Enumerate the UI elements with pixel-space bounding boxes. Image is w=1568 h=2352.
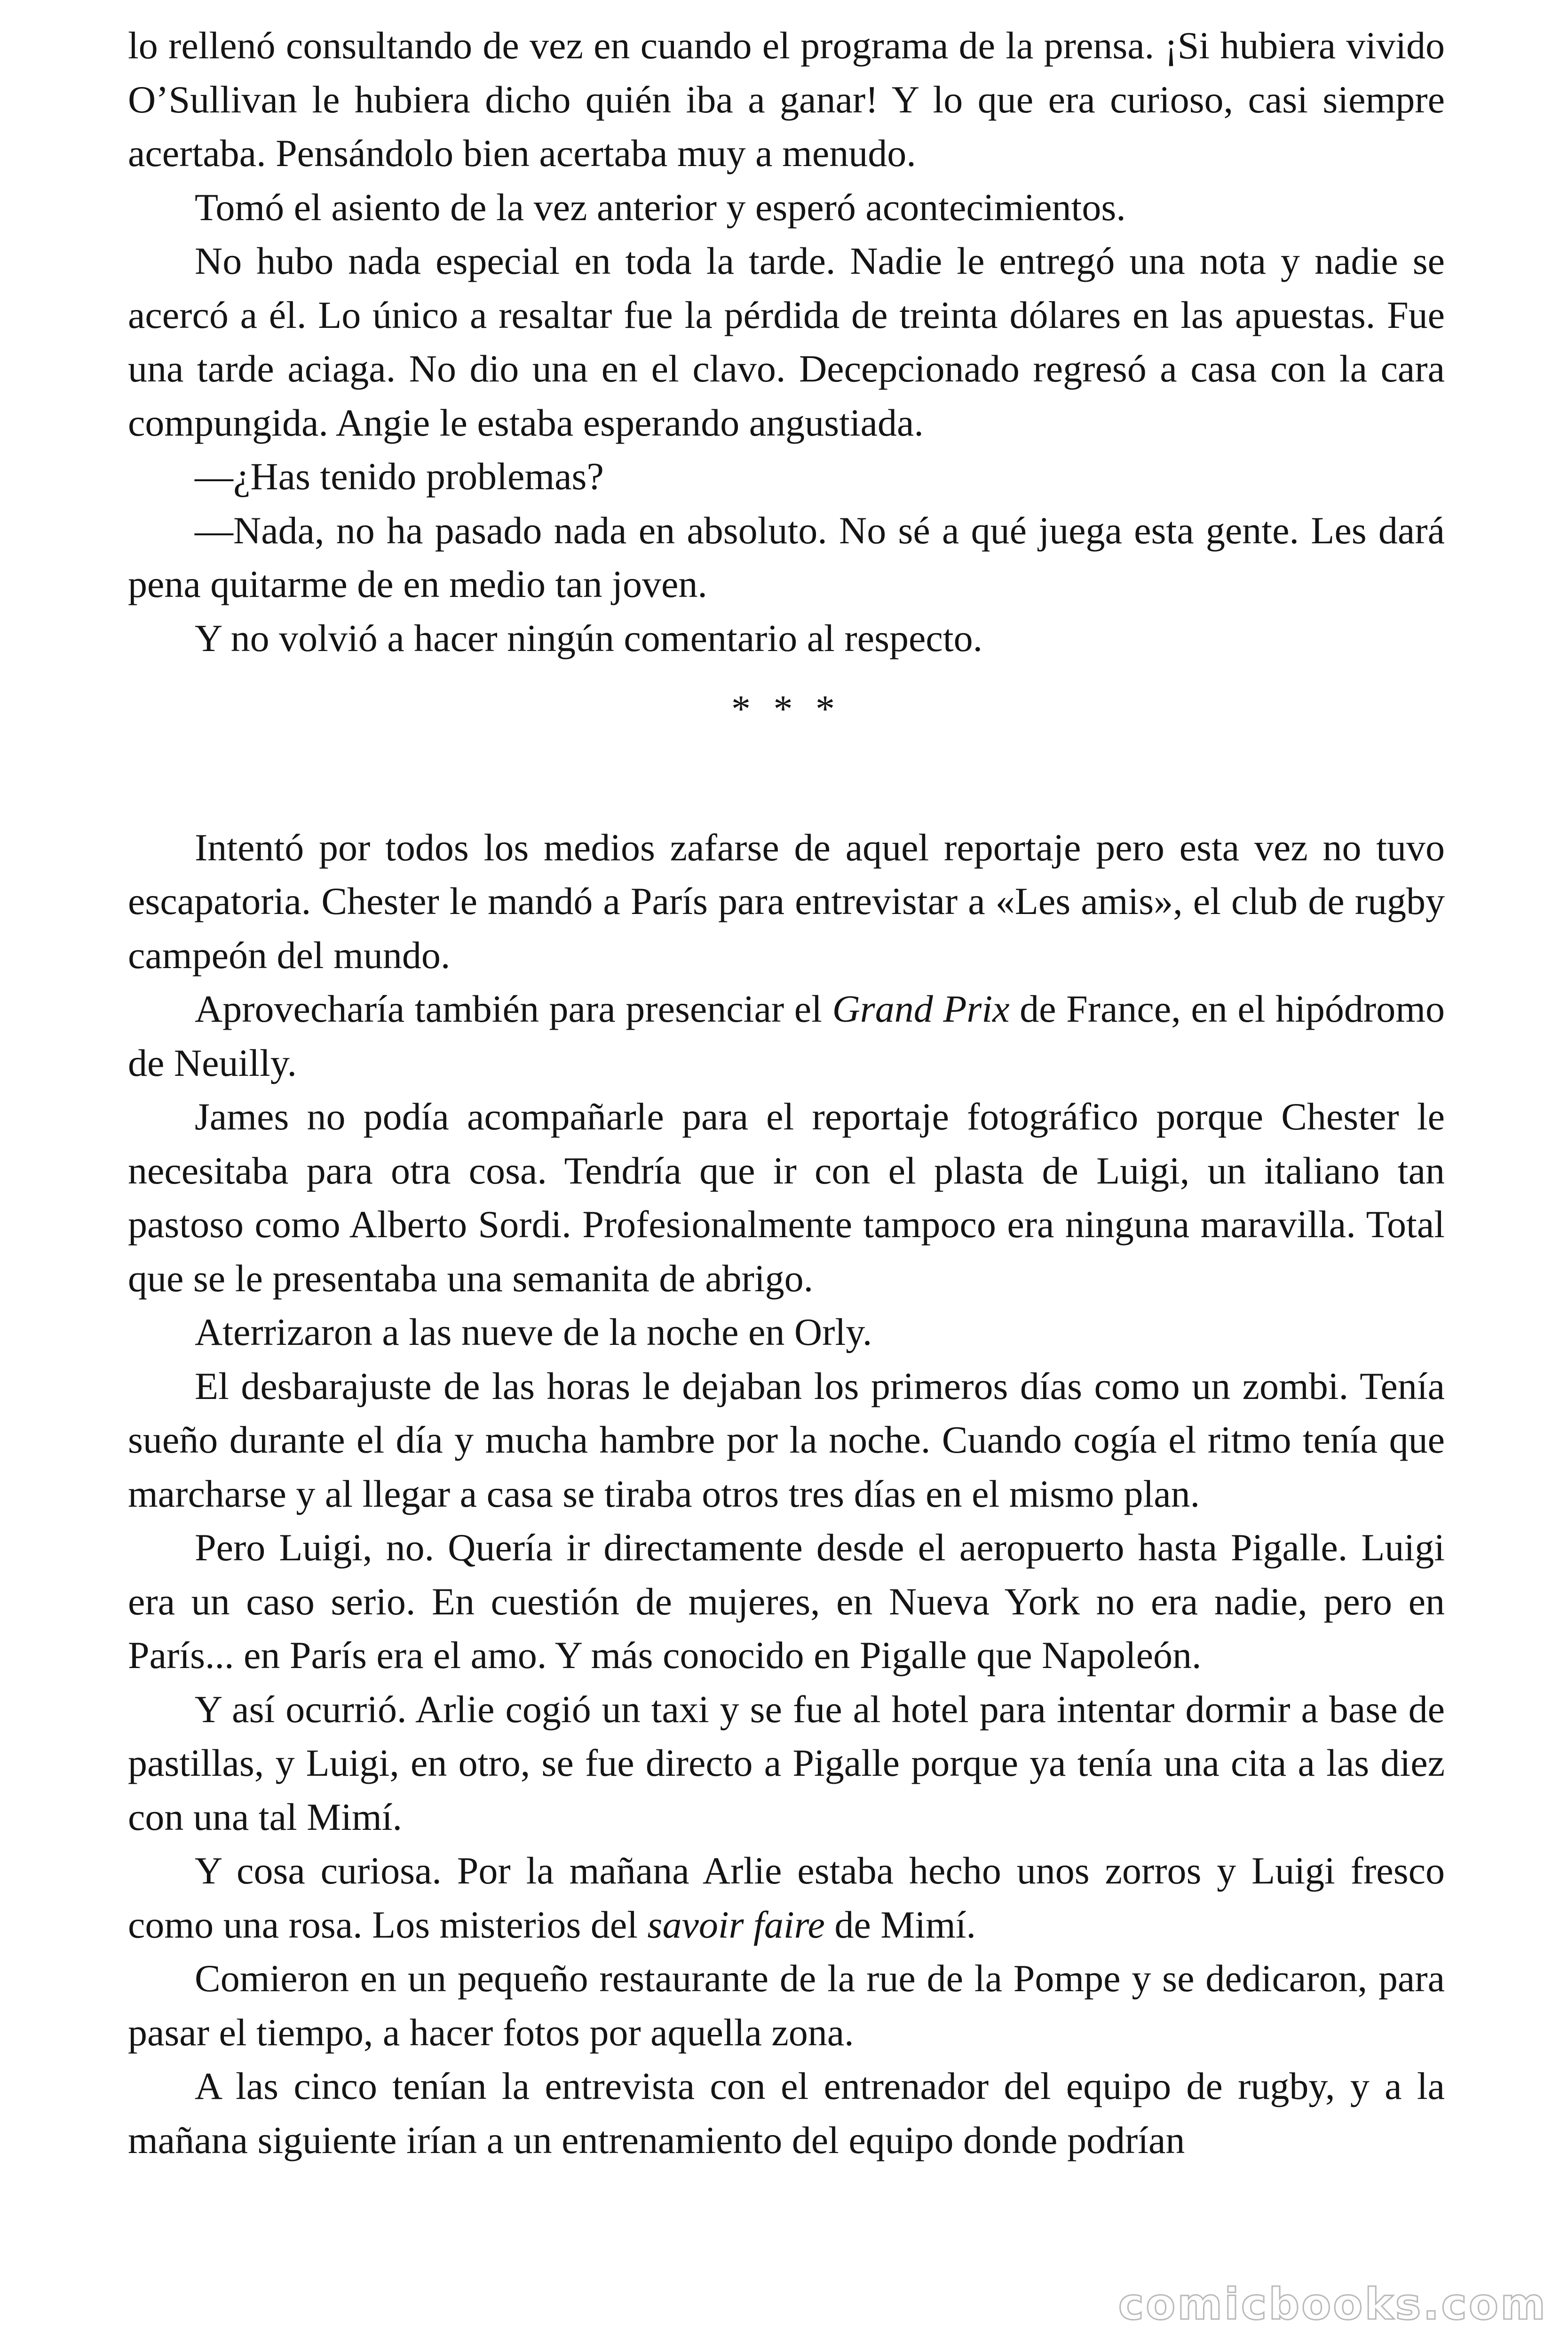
paragraph-4: Y no volvió a hacer ningún comentario al respecto. [195, 616, 983, 660]
watermark-logo: comicbooks.com [1118, 2279, 1547, 2329]
paragraph-12 [128, 1844, 1445, 1952]
paragraph-11: Y así ocurrió. Arlie cogió un taxi y se fue al hotel para intentar dormir a base de pastillas, y Luigi, en otro, se fue directo a Pigalle porque ya tenía una cita a las diez con una tal Mimí. [128, 1687, 1445, 1838]
dialogue-2: —Nada, no ha pasado nada en absoluto. No sé a qué juega esta gente. Les dará pena quitarme de en medio tan joven. [128, 509, 1445, 605]
paragraph-14: A las cinco tenían la entrevista con el entrenador del equipo de rugby, y a la mañana siguiente irían a un entrenamiento del equipo donde podrían [128, 2065, 1445, 2161]
paragraph-2: Tomó el asiento de la vez anterior y esperó acontecimientos. [195, 185, 1126, 229]
book-page [128, 19, 1445, 2167]
dialogue-1: —¿Has tenido problemas? [195, 455, 604, 498]
paragraph-10: Pero Luigi, no. Quería ir directamente desde el aeropuerto hasta Pigalle. Luigi era un caso serio. En cuestión de mujeres, en Nueva York no era nadie, pero en París... en París era el amo. Y más conocido en Pigalle que Napoleón. [128, 1526, 1445, 1677]
paragraph-1: lo rellenó consultando de vez en cuando el programa de la prensa. ¡Si hubiera vivido O’Sullivan le hubiera dicho quién iba a ganar! Y lo que era curioso, casi siempre acertaba. Pensándolo bien acertaba muy a menudo. [128, 24, 1445, 175]
paragraph-3: No hubo nada especial en toda la tarde. Nadie le entregó una nota y nadie se acercó a él. Lo único a resaltar fue la pérdida de treinta dólares en las apuestas. Fue una tarde aciaga. No dio una en el clavo. Decepcionado regresó a casa con la cara compungida. Angie le estaba esperando angustiada. [128, 239, 1445, 444]
paragraph-9: El desbarajuste de las horas le dejaban los primeros días como un zombi. Tenía sueño durante el día y mucha hambre por la noche. Cuando cogía el ritmo tenía que marcharse y al llegar a casa se tiraba otros tres días en el mismo plan. [128, 1364, 1445, 1515]
paragraph-8: Aterrizaron a las nueve de la noche en Orly. [195, 1311, 872, 1353]
paragraph-6 [128, 982, 1445, 1090]
paragraph-7: James no podía acompañarle para el reportaje fotográfico porque Chester le necesitaba para otra cosa. Tendría que ir con el plasta de Luigi, un italiano tan pastoso como Alberto Sordi. Profesionalmente tampoco era ninguna maravilla. Total que se le presentaba una semanita de abrigo. [128, 1095, 1445, 1300]
grand-prix-italic: Grand Prix [832, 987, 1010, 1030]
paragraph-12-start: Y cosa curiosa. Por la mañana Arlie estaba hecho unos zorros y Luigi fresco como una rosa. Los misterios del [128, 1849, 1445, 1946]
section-divider: * * * [731, 687, 841, 730]
paragraph-13: Comieron en un pequeño restaurante de la rue de la Pompe y se dedicaron, para pasar el tiempo, a hacer fotos por aquella zona. [128, 1957, 1445, 2054]
paragraph-5: Intentó por todos los medios zafarse de aquel reportaje pero esta vez no tuvo escapatoria. Chester le mandó a París para entrevistar a «Les amis», el club de rugby campeón del mundo. [128, 826, 1445, 977]
savoir-faire-italic: savoir faire [647, 1903, 825, 1946]
paragraph-6-end: de France, en el hipódromo de Neuilly. [128, 987, 1445, 1084]
paragraph-6-start: Aprovecharía también para presenciar el [195, 987, 832, 1030]
paragraph-12-end: de Mimí. [824, 1903, 976, 1946]
